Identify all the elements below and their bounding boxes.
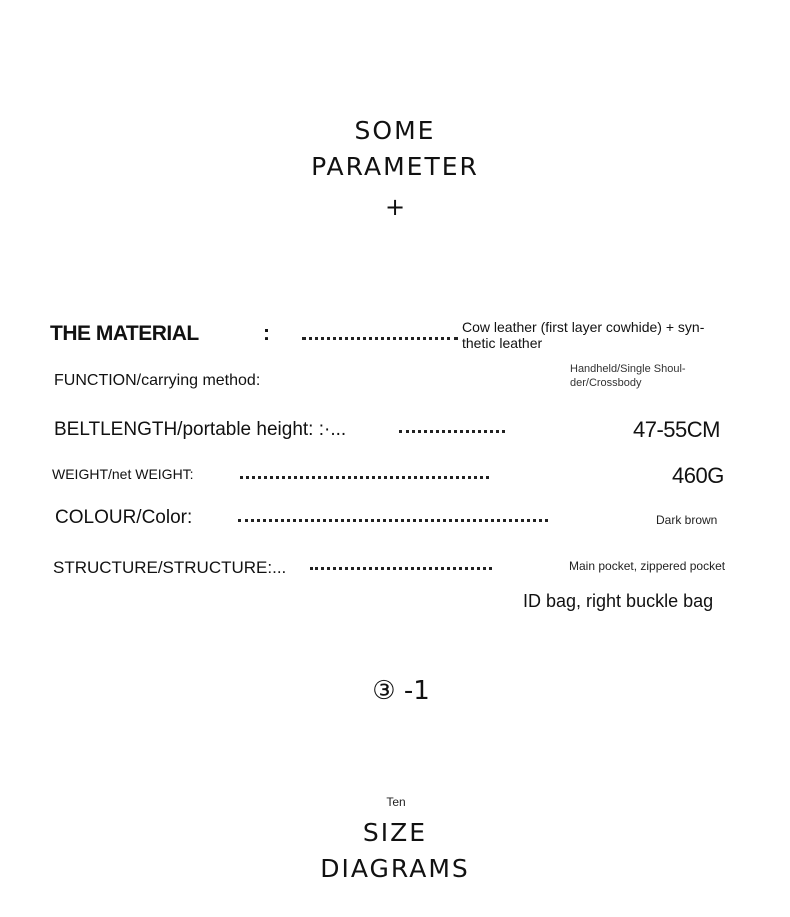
function-value-line1: Handheld/Single Shoul- [570,363,686,375]
belt-length-value: 47-55CM [633,417,720,442]
heading-diagrams: DIAGRAMS [320,854,470,883]
material-value-line1: Cow leather (first layer cowhide) + syn- [462,319,705,335]
material-leader-dots [302,337,458,340]
structure-label: STRUCTURE/STRUCTURE:... [53,558,287,577]
colour-leader-dots [238,519,548,522]
structure-leader-dots [310,567,492,570]
material-label: THE MATERIAL [50,322,199,345]
weight-label: WEIGHT/net WEIGHT: [52,466,194,482]
heading-some: SOME [354,116,436,145]
structure-value-line1: Main pocket, zippered pocket [569,559,726,573]
material-colon: : [263,322,270,345]
heading-size: SIZE [362,818,428,847]
structure-value-line2: ID bag, right buckle bag [523,591,714,611]
material-value-line2: thetic leather [462,335,543,351]
colour-value: Dark brown [656,513,718,527]
function-label: FUNCTION/carrying method: [54,372,261,389]
heading-plus: + [384,193,406,221]
weight-value: 460G [672,463,724,488]
colour-label: COLOUR/Color: [55,507,193,528]
footer-small-text: Ten [386,795,406,809]
weight-leader-dots [240,476,489,479]
belt-length-leader-dots [399,430,505,433]
function-value-line2: der/Crossbody [570,377,642,389]
belt-length-label: BELTLENGTH/portable height: :·... [54,419,347,440]
heading-parameter: PARAMETER [311,152,479,181]
section-marker: ③ -1 [372,676,430,706]
